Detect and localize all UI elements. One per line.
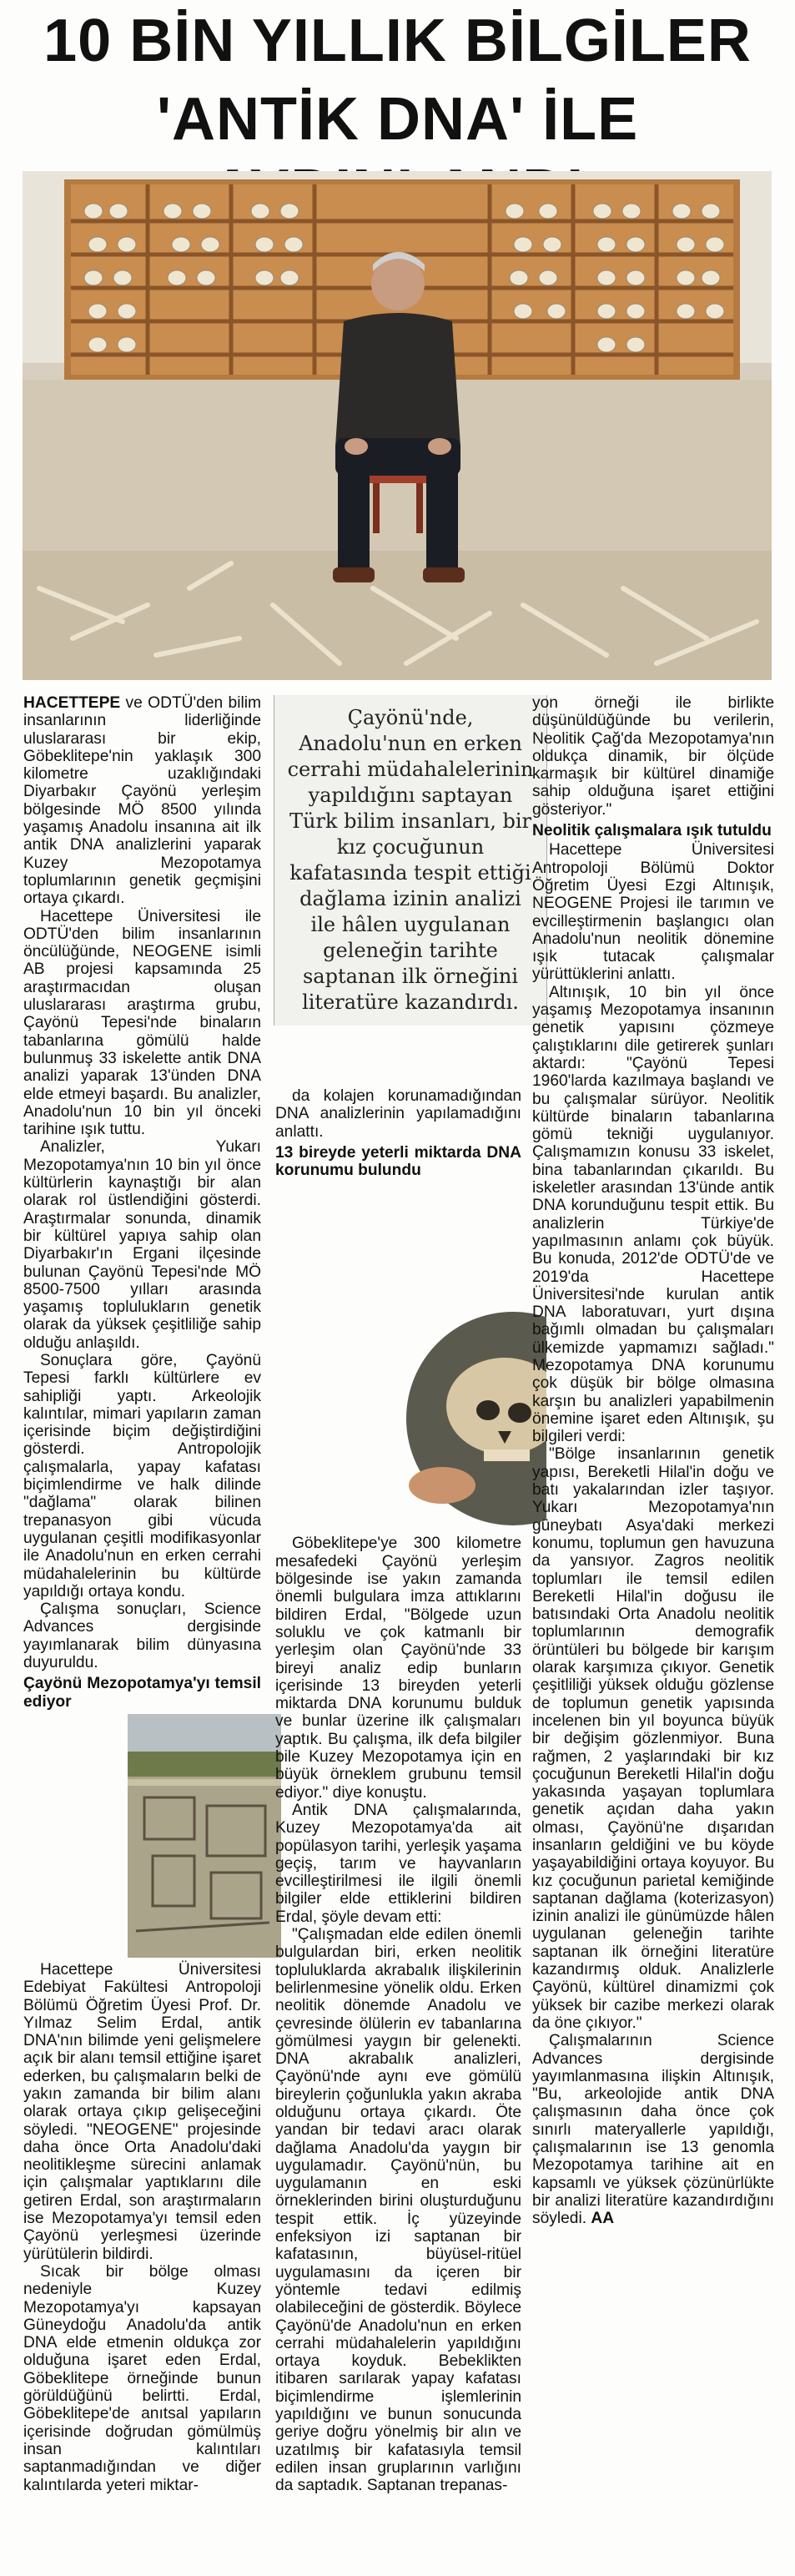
- lead-word: HACETTEPE: [23, 694, 121, 712]
- col2-subheading: 13 bireyde yeterli miktarda DNA korunumu bulundu: [275, 1143, 521, 1180]
- headline-line-2: 'ANTİK DNA' İLE: [156, 86, 639, 153]
- col1-paragraph-2: Hacettepe Üniversitesi ile ODTÜ'den bilim insanlarının öncülüğünde, NEOGENE isimli AB projesi kapsamında 25 araştırmacıdan oluşan uluslararası araştırma grubu, Çayönü Tepesi'nde binaların tabanlarına gömülü halde bulunmuş 33 iskelette antik DNA analizi yaparak 13'ünden DNA elde etmeyi başardı. Bu analizler, Anadolu'nun 10 bin yıl önceki tarihine ışık tuttu.: [23, 907, 261, 1139]
- skull-photo: [388, 1306, 530, 1531]
- col2-paragraph-3: Antik DNA çalışmalarında, Kuzey Mezopotamya'da ait popülasyon tarihi, yerleşik yaşama geçiş, tarım ve hayvanların evcilleştirilmesi ile ilgili önemli bilgiler elde ettiklerini bildiren Erdal, şöyle devam etti:: [275, 1801, 521, 1926]
- col1-paragraph-4: Sonuçlara göre, Çayönü Tepesi farklı kültürlere ev sahipliği yaptı. Arkeolojik kalıntılar, mimari yapıların zaman içerisinde biçim değiştirdiğini gösterdi. Antropolojik çalışmalarla, yapay kafatası biçimlendirme ve halk dilinde "dağlama" olarak bilinen trepanasyon gibi vücuda uygulanan çeşitli modifikasyonlar ile Anadolu'nun en erken cerrahi müdahalelerinin bu kültürde yapıldığı ortaya kondu.: [23, 1351, 261, 1601]
- col3-paragraph-3: Altınışık, 10 bin yıl önce yaşamış Mezopotamya insanının genetik yapısını çözmeye çalıştıklarını dile getirerek şunları aktardı: "Çayönü Tepesi 1960'larda kazılmaya başlandı ve bu çalışmalar sürüyor. Neolitik kültürde binaların tabanlarına gömü tekniği uygulanıyor. Çalışmamızın konusu 33 iskelet, bina tabanlarından çıkarıldı. Bu iskeletler arasından 13'ünde antik DNA korunduğunu tespit ettik. Bu analizlerin Türkiye'de yapılmasının anlamı çok büyük. Bu konuda, 2012'de ODTÜ'de ve 2019'da Hacettepe Üniversitesi'nde kurulan antik DNA laboratuvarı, yurt dışına bağımlı olmadan bu çalışmaları ülkemizde yapmamızı sağladı." Mezopotamya DNA korunumu çok düşük bir bölge olmasına karşın bu analizleri yapabilmenin önemine işaret eden Altınışık, şu bilgileri verdi:: [532, 983, 774, 1446]
- col1-paragraph-3: Analizler, Yukarı Mezopotamya'nın 10 bin yıl önce kültürlerin kaynaştığı bir alan olarak rol üstlendiğini gösterdi. Araştırmalar sonunda, dinamik bir kültürel yapıya sahip olan Diyarbakır'ın Ergani ilçesinde bulunan Çayönü Tepesi'nde MÖ 8500-7500 yılları arasında yaşamış toplulukların genetik olarak da yüksek çeşitliliğe sahip olduğu anlaşıldı.: [23, 1138, 261, 1352]
- col3-paragraph-5-text: Çalışmalarının Science Advances dergisinde yayımlanmasına ilişkin Altınışık, "Bu, arkeolojide antik DNA çalışmasının daha önce çok sınırlı materyallerle yapıldığı, çalışmalarının ise 13 genomla Mezopotamya tarihine ait en kapsamlı ve yüksek çözünürlükte bir analizi literatüre kazandırdığını söyledi.: [532, 2032, 774, 2228]
- col2-paragraph-1: da kolajen korunamadığından DNA analizlerinin yapılamadığını anlattı.: [275, 1087, 521, 1141]
- column-3: [532, 694, 774, 2228]
- col1-paragraph-1-text: ve ODTÜ'den bilim insanlarının liderliğinde uluslararası bir ekip, Göbeklitepe'nin yaklaşık 300 kilometre uzaklığındaki Diyarbakır Çayönü yerleşim bölgesinde MÖ 8500 yılında yaşamış Anadolu insanına ait ilk antik DNA analizlerini yaparak Kuzey Mezopotamya toplumlarının genetik geçmişini ortaya çıkardı.: [23, 694, 261, 908]
- column-2: [275, 1087, 521, 2495]
- excavation-photo: [111, 1714, 264, 1958]
- col2-paragraph-2-text: Göbeklitepe'ye 300 kilometre mesafedeki Çayönü yerleşim bölgesinde ise yakın zamanda önemli bulgulara imza attıklarını bildiren Erdal, "Bölgede uzun soluklu ve çok katmanlı bir yerleşim olan Çayönü'nde 33 bireyi analiz edip bunların içerisinde 13 bireyden yeterli miktarda DNA korunumu bulduk ve bunlar üzerine ilk çalışmaları yaptık. Bu çalışma, ilk defa bilgiler bile Kuzey Mezopotamya için en büyük örneklem grubunu temsil ediyor." diye konuştu.: [275, 1535, 521, 1802]
- col2-paragraph-4: "Çalışmadan elde edilen önemli bulgulardan biri, erken neolitik topluluklarda akrabalık ilişkilerinin belirlenmesine yönelik oldu. Erken neolitik dönemde Anadolu ve çevresinde ölülerin ev tabanlarına gömülmesi yaygın bir gelenekti. DNA akrabalık analizleri, Çayönü'nde aynı eve gömülü bireylerin çoğunlukla yakın akraba olduğunu ortaya çıkardı. Öte yandan bir tedavi aracı olarak dağlama Anadolu'da yaygın bir uygulamadır. Çayönü'nün, bu uygulamanın en eski örneklerinden birini oluşturduğunu tespit ettik. İç yüzeyinde enfeksiyon izi saptanan bir kafatasının, büyüsel-ritüel uygulamasını da içeren bir yöntemle tedavi edilmiş olabileceğini de gösterdik. Böylece Çayönü'de Anadolu'nun en erken cerrahi müdahalelerin yapıldığını ortaya koyduk. Bebeklikten itibaren sarılarak yapay kafatası biçimlendirme işlemlerinin yapıldığını ve bunun sonucunda geriye doğru yönelmiş bir alın ve uzatılmış bir kafatasıyla temsil edilen insan gruplarının varlığını da saptadık. Saptanan trepanas-: [275, 1926, 521, 2495]
- col3-paragraph-4: "Bölge insanlarının genetik yapısı, Bereketli Hilal'in doğu ve batı yakalarından izler taşıyor. Yukarı Mezopotamya'nın güneybatı Asya'daki merkezi konumu, toplumun gen havuzuna da yansıyor. Zagros neolitik toplumları ile temsil edilen Bereketli Hilal'in doğusu ile batısındaki Orta Anadolu neolitik toplumlarının demografik örüntüleri bu bölgede bir karışım olarak karşımıza çıkıyor. Genetik çeşitliliği yüksek olduğu gözlense de toplumun genetik yapısında incelenen bin yıl boyunca büyük bir değişim gözlenmiyor. Buna rağmen, 2 yaşlarındaki bir kız çocuğunun Bereketli Hilal'in doğu yakasında yaşayan toplumlara genetik açıdan daha yakın olması, Çayönü'ne dışarıdan insanların geldiğini ve bu köyde yaşayabildiğini ortaya koyuyor. Bu kız çocuğunun parietal kemiğinde saptanan dağlama (koterizasyon) izinin analizi ile günümüzde hâlen uygulanan geleneğin tarihte saptanan ilk örneğini literatüre kazandırmış olduk. Analizlerle Çayönü, kültürel dinamizmi çok yüksek bir cazibe merkezi olarak da öne çıkıyor.": [532, 1445, 774, 2032]
- col3-paragraph-2: Hacettepe Üniversitesi Antropoloji Bölümü Doktor Öğretim Üyesi Ezgi Altınışık, NEOGENE Projesi ile tarımın ve evcilleştirmenin başlangıcı olan Anadolu'nun neolitik dönemine ışık tutacak çalışmalar yürüttüklerini anlattı.: [532, 841, 774, 984]
- col2-paragraph-2: [275, 1181, 521, 1801]
- col1-paragraph-7: Sıcak bir bölge olması nedeniyle Kuzey Mezopotamya'yı kapsayan Güneydoğu Anadolu'da antik DNA elde etmenin oldukça zor olduğuna işaret eden Erdal, Göbeklitepe örneğinde bunun görüldüğünü belirtti. Erdal, Göbeklitepe'de anıtsal yapıların içerisinde doğrudan gömülmüş insan kalıntıları saptanmadığından ve diğer kalıntılarda yeteri miktar-: [23, 2262, 261, 2494]
- col1-paragraph-6-text: Hacettepe Üniversitesi Edebiyat Fakültesi Antropoloji Bölümü Öğretim Üyesi Prof. Dr. Yılmaz Selim Erdal, antik DNA'nın bilimde yeni gelişmelere açık bir alanı temsil ettiğine işaret ederken, bu çalışmaların belki de yakın zamanda bir bilim alanı olarak ortaya çıkıp gelişeceğini söyledi. "NEOGENE" projesinde daha önce Orta Anadolu'daki neolitikleşme sürecini anlamak için çalışmalar yaptıklarını dile getiren Erdal, son araştırmaların ise Mezopotamya'yı temsil eden Çayönü yerleşmesi üzerinde yürütülerin bildirdi.: [23, 1960, 261, 2263]
- col1-paragraph-6: [23, 1712, 261, 2263]
- column-1: [23, 694, 261, 2494]
- col1-subheading: Çayönü Mezopotamya'yı temsil ediyor: [23, 1675, 261, 1711]
- col1-paragraph-1: [23, 694, 261, 908]
- col1-paragraph-5: Çalışma sonuçları, Science Advances dergisinde yayımlanarak bilim dünyasına duyuruldu.: [23, 1601, 261, 1672]
- main-photo: [23, 171, 772, 680]
- pull-quote: Çayönü'nde, Anadolu'nun en erken cerrahi müdahalelerinin yapıldığını saptayan Türk bilim insanları, bir kız çocuğunun kafatasında tespit ettiği dağlama izinin analizi ile hâlen uygulanan geleneğin tarihte saptanan ilk örneğini literatüre kazandırdı.: [274, 695, 547, 1026]
- col3-subheading: Neolitik çalışmalara ışık tutuldu: [532, 822, 772, 840]
- headline-line-1: 10 BİN YILLIK BİLGİLER: [43, 8, 752, 74]
- col3-paragraph-1: yon örneği ile birlikte düşünüldüğünde bu verilerin, Neolitik Çağ'da Mezopotamya'nın oldukça dinamik, bir ölçüde karmaşık bir kültürel dinamiğe sahip olduğuna işaret ettiğini gösteriyor.": [532, 694, 774, 819]
- agency-signature: AA: [591, 2210, 615, 2228]
- col3-paragraph-5: [532, 2032, 774, 2227]
